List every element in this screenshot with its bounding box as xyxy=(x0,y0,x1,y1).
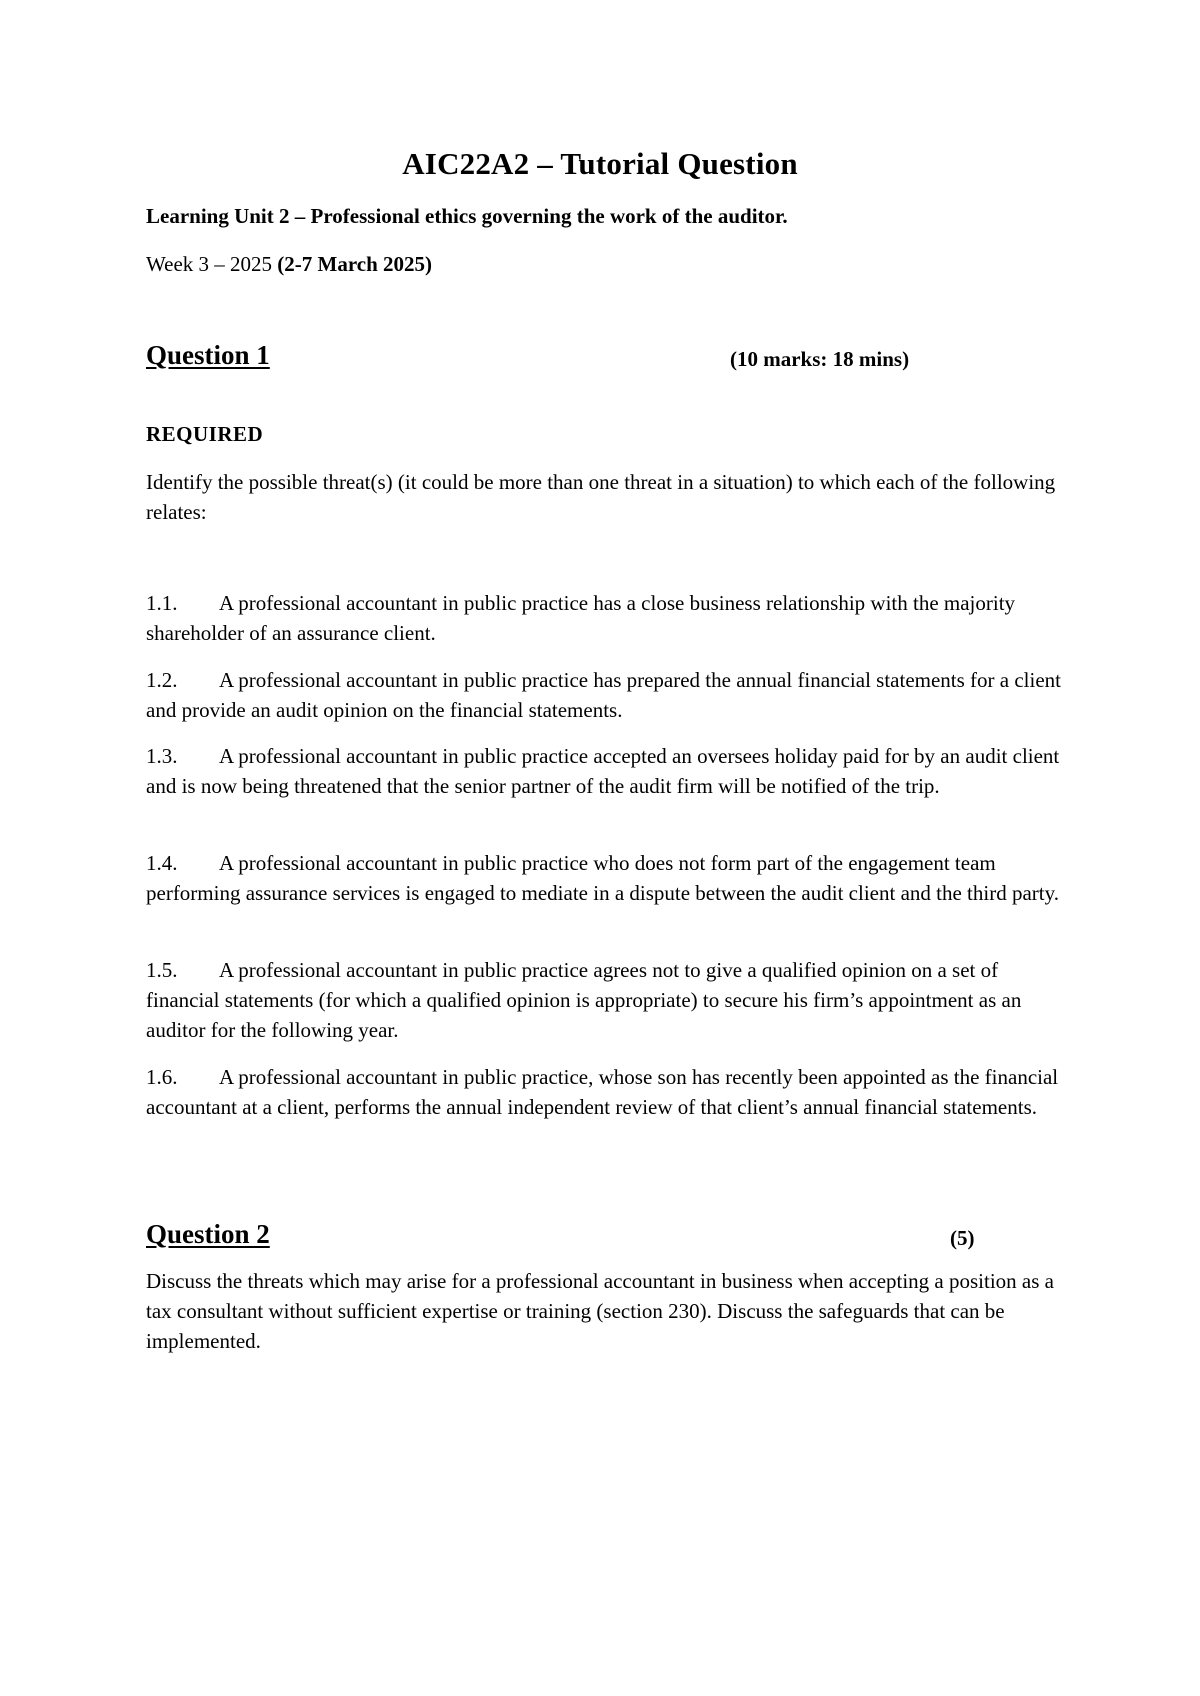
item-text: A professional accountant in public practice, whose son has recently been appointed as the financial accountant at a client, performs the annual independent review of that client’s annual financial statements. xyxy=(146,1065,1059,1119)
item-number: 1.2. xyxy=(146,668,178,692)
item-text: A professional accountant in public practice agrees not to give a qualified opinion on a set of financial statements (for which a qualified opinion is appropriate) to secure his firm’s appointment as an auditor for the following year. xyxy=(146,958,1022,1042)
question-1-heading: Question 1 xyxy=(146,340,270,370)
question-2-heading: Question 2 xyxy=(146,1219,270,1249)
item-text: A professional accountant in public practice who does not form part of the engagement team performing assurance services is engaged to mediate in a dispute between the audit client and the third party. xyxy=(146,851,1059,905)
question-1-instruction: Identify the possible threat(s) (it could be more than one threat in a situation) to which each of the following relates: xyxy=(146,470,1056,524)
question-item-1-1 xyxy=(146,588,1066,648)
item-number: 1.6. xyxy=(146,1065,178,1089)
item-number: 1.5. xyxy=(146,958,178,982)
question-item-1-6 xyxy=(146,1062,1066,1122)
item-text: A professional accountant in public practice has prepared the annual financial statements for a client and provide an audit opinion on the financial statements. xyxy=(146,668,1061,722)
week-dates: (2-7 March 2025) xyxy=(277,252,433,276)
item-text: A professional accountant in public practice accepted an oversees holiday paid for by an audit client and is now being threatened that the senior partner of the audit firm will be notified of the trip. xyxy=(146,744,1060,798)
week-line xyxy=(146,252,432,277)
item-number: 1.3. xyxy=(146,744,178,768)
question-item-1-4 xyxy=(146,848,1066,908)
week-prefix: Week 3 – 2025 xyxy=(146,252,278,276)
required-label: REQUIRED xyxy=(146,422,264,446)
question-2-text: Discuss the threats which may arise for a professional accountant in business when accepting a position as a tax consultant without sufficient expertise or training (section 230). Discuss the safeguards that can be implemented. xyxy=(146,1269,1054,1353)
question-item-1-5 xyxy=(146,955,1066,1045)
question-item-1-3 xyxy=(146,741,1066,801)
item-number: 1.1. xyxy=(146,591,178,615)
question-item-1-2 xyxy=(146,665,1066,725)
question-2-marks: (5) xyxy=(950,1226,975,1250)
document-title: AIC22A2 – Tutorial Question xyxy=(402,146,798,181)
learning-unit-subtitle: Learning Unit 2 – Professional ethics governing the work of the auditor. xyxy=(146,204,788,228)
item-number: 1.4. xyxy=(146,851,178,875)
item-text: A professional accountant in public practice has a close business relationship with the majority shareholder of an assurance client. xyxy=(146,591,1016,645)
question-1-marks: (10 marks: 18 mins) xyxy=(730,347,910,371)
